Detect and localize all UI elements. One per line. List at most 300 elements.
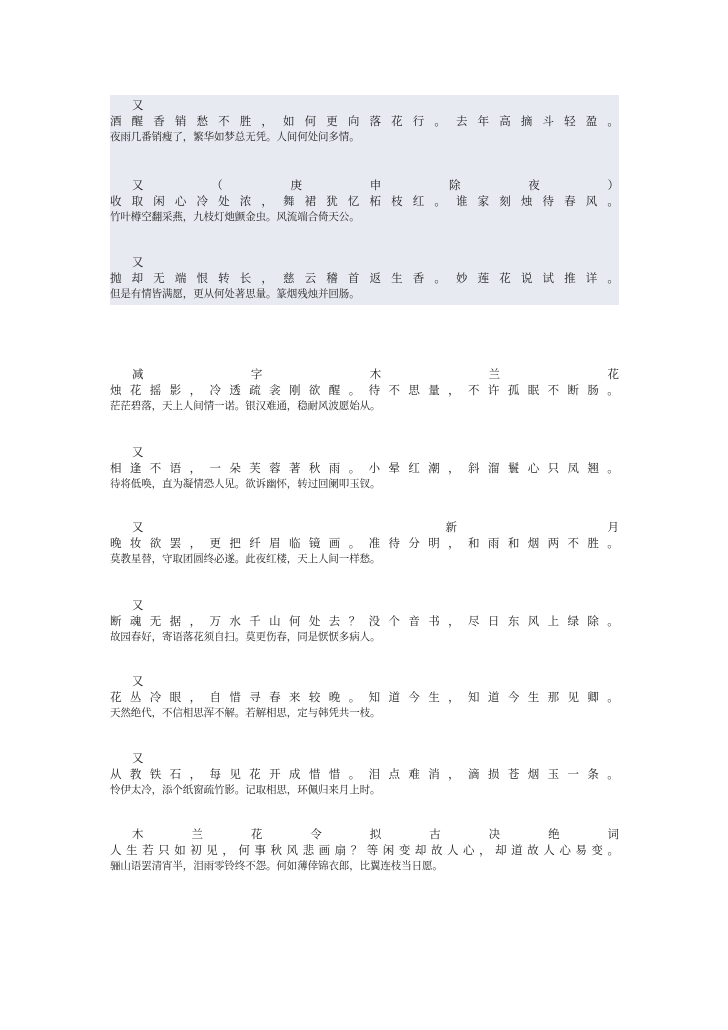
poem-line-spaced <box>110 382 619 398</box>
glyph: 晕 <box>388 461 400 475</box>
glyph: 无 <box>149 614 162 628</box>
poem-title <box>110 597 619 613</box>
poem-line-spaced <box>110 113 619 129</box>
glyph: 更 <box>209 536 221 550</box>
glyph: 何 <box>238 843 250 857</box>
glyph: 道 <box>388 690 400 704</box>
glyph: 翘 <box>587 461 599 475</box>
glyph: 肠 <box>587 383 599 397</box>
glyph: 花 <box>249 767 261 781</box>
glyph: 山 <box>269 614 281 628</box>
glyph: 莲 <box>477 271 490 285</box>
glyph: 事 <box>254 843 266 857</box>
glyph: 变 <box>591 843 603 857</box>
glyph: 去 <box>456 114 468 128</box>
glyph: 不 <box>218 114 230 128</box>
glyph: 只 <box>547 461 560 475</box>
poem-block <box>110 519 619 567</box>
poem-line: 但是有情皆满愿，更从何处著思量。篆烟残烛并回肠。 <box>110 288 360 300</box>
glyph: 古 <box>429 827 441 841</box>
glyph: 道 <box>487 690 500 704</box>
poem-line-spaced <box>110 689 619 705</box>
glyph: 却 <box>495 843 507 857</box>
glyph: 欲 <box>308 383 321 397</box>
glyph: 人 <box>446 843 459 857</box>
glyph: 花 <box>499 271 511 285</box>
glyph: 谁 <box>456 194 468 208</box>
glyph: 枝 <box>391 194 403 208</box>
title-char: 又 <box>132 255 144 269</box>
glyph: 眉 <box>269 536 281 550</box>
glyph: 尽 <box>468 614 480 628</box>
poem-title <box>110 673 619 689</box>
glyph: 鬟 <box>507 461 520 475</box>
glyph: 欲 <box>149 536 162 550</box>
glyph: 慈 <box>283 271 295 285</box>
glyph: 盈 <box>585 114 598 128</box>
glyph: 待 <box>542 194 554 208</box>
glyph: 书 <box>428 614 440 628</box>
glyph: 妙 <box>456 271 468 285</box>
poem-title <box>110 444 619 460</box>
poem-line: 竹叶樽空翻采燕，九枝灯灺颤金虫。风流端合倚天公。 <box>110 211 360 223</box>
glyph: 。 <box>607 194 619 208</box>
glyph: 。 <box>607 271 619 285</box>
glyph: 疏 <box>249 383 261 397</box>
poem-title <box>110 97 619 113</box>
glyph: 花 <box>250 827 263 841</box>
glyph: 石 <box>169 767 182 781</box>
glyph: 去 <box>328 614 341 628</box>
glyph: 把 <box>229 536 241 550</box>
glyph: 行 <box>412 114 425 128</box>
poem-line-spaced <box>110 535 619 551</box>
glyph: 处 <box>218 194 230 208</box>
glyph: 据 <box>169 614 182 628</box>
glyph: 申 <box>369 178 382 192</box>
glyph: 断 <box>110 614 122 628</box>
poem-title <box>110 826 619 842</box>
glyph: 思 <box>408 383 420 397</box>
poem-block <box>110 826 619 874</box>
glyph: 悲 <box>302 843 315 857</box>
glyph: 初 <box>190 843 202 857</box>
glyph: 不 <box>567 536 579 550</box>
glyph: 一 <box>567 767 579 781</box>
glyph: 词 <box>607 827 619 841</box>
glyph: ， <box>189 614 202 628</box>
poem-line-spaced <box>110 193 619 209</box>
glyph: 不 <box>547 383 560 397</box>
glyph: 风 <box>286 843 299 857</box>
glyph: 苍 <box>507 767 520 781</box>
glyph: 斗 <box>542 114 554 128</box>
glyph: 决 <box>488 827 501 841</box>
poem-block <box>110 444 619 492</box>
glyph: ， <box>448 767 460 781</box>
glyph: 心 <box>559 843 571 857</box>
glyph: 首 <box>347 271 360 285</box>
glyph: 消 <box>428 767 440 781</box>
glyph: 许 <box>487 383 500 397</box>
poem-line: 茫茫碧落，天上人间情一诺。银汉难通，稳耐风波愿始从。 <box>110 400 381 412</box>
glyph: 眠 <box>527 383 540 397</box>
glyph: 。 <box>348 383 361 397</box>
glyph: 春 <box>564 194 576 208</box>
poem-line: 待将低唤，直为凝情恐人见。欲诉幽怀，转过回阑叩玉钗。 <box>110 478 381 490</box>
glyph: ， <box>448 614 460 628</box>
glyph: 生 <box>428 690 440 704</box>
glyph: 闲 <box>382 843 395 857</box>
glyph: 准 <box>368 536 381 550</box>
glyph: 愁 <box>196 114 208 128</box>
glyph: 取 <box>131 194 144 208</box>
glyph: ， <box>189 536 202 550</box>
glyph: 开 <box>269 767 281 781</box>
glyph: 铁 <box>149 767 162 781</box>
glyph: 收 <box>110 194 122 208</box>
glyph: 生 <box>527 690 540 704</box>
glyph: 朵 <box>229 461 241 475</box>
glyph: 上 <box>547 614 560 628</box>
glyph: 。 <box>607 843 619 857</box>
glyph: 如 <box>174 843 186 857</box>
glyph: 临 <box>289 536 301 550</box>
glyph: 水 <box>229 614 241 628</box>
glyph: 烟 <box>527 767 540 781</box>
glyph: 点 <box>388 767 400 781</box>
glyph: 说 <box>520 271 533 285</box>
glyph: 红 <box>408 461 420 475</box>
glyph: 逢 <box>129 461 142 475</box>
glyph: 著 <box>289 461 301 475</box>
glyph: 不 <box>388 383 400 397</box>
glyph: 烟 <box>527 536 540 550</box>
glyph: 销 <box>174 114 187 128</box>
glyph: 冷 <box>149 690 162 704</box>
title-char: 又 <box>132 674 144 688</box>
poem-line-spaced <box>110 270 619 286</box>
glyph: 。 <box>348 690 361 704</box>
poem-title <box>110 750 619 766</box>
glyph: 端 <box>174 271 187 285</box>
glyph: 滴 <box>468 767 480 781</box>
glyph: 晚 <box>328 690 341 704</box>
glyph: 长 <box>239 271 252 285</box>
glyph: 镜 <box>308 536 321 550</box>
poem-line: 莫教星替，守取团圆终必遂。此夜红楼，天上人间一样愁。 <box>110 553 381 565</box>
glyph: 柘 <box>369 194 381 208</box>
glyph: 惜 <box>328 767 341 781</box>
glyph: 除 <box>587 614 599 628</box>
glyph: 花 <box>607 367 619 381</box>
glyph: 除 <box>449 178 461 192</box>
glyph: 家 <box>477 194 490 208</box>
glyph: 凤 <box>567 461 579 475</box>
glyph: 心 <box>527 461 540 475</box>
glyph: 恨 <box>196 271 208 285</box>
glyph: 兰 <box>191 827 203 841</box>
glyph: 变 <box>398 843 411 857</box>
glyph: 花 <box>129 383 142 397</box>
poem-line-spaced <box>110 613 619 629</box>
glyph: 转 <box>218 271 230 285</box>
glyph: 胜 <box>587 536 599 550</box>
glyph: 向 <box>347 114 360 128</box>
glyph: 千 <box>249 614 261 628</box>
glyph: 生 <box>126 843 138 857</box>
glyph: 却 <box>414 843 427 857</box>
glyph: ， <box>261 194 273 208</box>
glyph: 纤 <box>249 536 261 550</box>
poem-block <box>110 673 619 721</box>
glyph: 摇 <box>149 383 162 397</box>
glyph: 画 <box>318 843 331 857</box>
glyph: 又 <box>132 178 144 192</box>
glyph: 惜 <box>229 690 241 704</box>
glyph: 罢 <box>169 536 182 550</box>
glyph: 心 <box>174 194 187 208</box>
glyph: 画 <box>328 536 341 550</box>
glyph: 舞 <box>283 194 295 208</box>
glyph: 芙 <box>249 461 261 475</box>
title-char: 新 <box>445 520 457 534</box>
glyph: 。 <box>434 194 446 208</box>
glyph: 两 <box>547 536 560 550</box>
glyph: ） <box>607 178 619 192</box>
poem-title <box>110 519 619 535</box>
glyph: 无 <box>153 271 165 285</box>
title-char: 又 <box>132 751 144 765</box>
glyph: 易 <box>575 843 587 857</box>
glyph: 。 <box>607 114 619 128</box>
glyph: 心 <box>463 843 475 857</box>
glyph: ， <box>189 690 202 704</box>
glyph: ， <box>189 383 202 397</box>
glyph: 。 <box>607 536 619 550</box>
glyph: 雨 <box>328 461 341 475</box>
glyph: 烛 <box>520 194 533 208</box>
glyph: 魂 <box>129 614 142 628</box>
glyph: 见 <box>229 767 241 781</box>
glyph: 今 <box>408 690 420 704</box>
glyph: 卿 <box>587 690 599 704</box>
title-char: 又 <box>132 598 144 612</box>
glyph: 摘 <box>520 114 533 128</box>
glyph: 衾 <box>269 383 281 397</box>
glyph: ， <box>448 461 460 475</box>
glyph: 玉 <box>547 767 560 781</box>
glyph: 冷 <box>196 194 208 208</box>
glyph: 斜 <box>468 461 480 475</box>
glyph: 夜 <box>528 178 540 192</box>
glyph: 教 <box>129 767 142 781</box>
glyph: 抛 <box>110 271 122 285</box>
glyph: 较 <box>308 690 321 704</box>
glyph: 何 <box>304 114 317 128</box>
glyph: 高 <box>499 114 511 128</box>
glyph: 和 <box>468 536 480 550</box>
glyph: 刚 <box>289 383 301 397</box>
poem-title <box>110 254 619 270</box>
glyph: 木 <box>132 827 144 841</box>
glyph: 减 <box>132 367 144 381</box>
glyph: 和 <box>507 536 520 550</box>
poem-title <box>110 177 619 193</box>
glyph: 更 <box>326 114 338 128</box>
poem-block <box>110 97 619 145</box>
glyph: 明 <box>428 536 440 550</box>
poem-line: 骊山语罢清宵半，泪雨零铃终不怨。何如薄倖锦衣郎，比翼连枝当日愿。 <box>110 860 443 872</box>
glyph: 等 <box>366 843 379 857</box>
glyph: 香 <box>412 271 425 285</box>
title-char: 月 <box>607 520 619 534</box>
glyph: 何 <box>289 614 301 628</box>
glyph: 透 <box>229 383 241 397</box>
glyph: 晚 <box>110 536 122 550</box>
poem-line: 天然绝代，不信相思浑不解。若解相思，定与韩凭共一枝。 <box>110 707 381 719</box>
title-char: 又 <box>132 445 144 459</box>
title-char: 又 <box>132 520 144 534</box>
glyph: 。 <box>607 614 619 628</box>
glyph: 人 <box>110 843 122 857</box>
glyph: 万 <box>209 614 221 628</box>
glyph: 东 <box>507 614 520 628</box>
glyph: ？ <box>348 614 361 628</box>
glyph: 来 <box>289 690 301 704</box>
poem-line: 故园春好，寄语落花须自扫。莫更伤春，同是恹恹多病人。 <box>110 631 381 643</box>
glyph: 妆 <box>129 536 142 550</box>
glyph: 秋 <box>308 461 321 475</box>
glyph: 见 <box>567 690 579 704</box>
poem-line-spaced <box>110 842 619 858</box>
glyph: 醒 <box>328 383 341 397</box>
glyph: 。 <box>348 767 361 781</box>
glyph: 故 <box>430 843 443 857</box>
glyph: 字 <box>250 367 263 381</box>
glyph: 溜 <box>487 461 500 475</box>
glyph: ， <box>189 767 202 781</box>
glyph: 秋 <box>270 843 282 857</box>
glyph: 。 <box>607 767 619 781</box>
glyph: 试 <box>542 271 554 285</box>
glyph: 小 <box>368 461 381 475</box>
glyph: 难 <box>408 767 420 781</box>
glyph: 不 <box>468 383 480 397</box>
glyph: 风 <box>585 194 598 208</box>
glyph: 庚 <box>290 178 302 192</box>
glyph: 返 <box>369 271 381 285</box>
glyph: 一 <box>209 461 221 475</box>
glyph: 。 <box>434 271 446 285</box>
glyph: 浓 <box>239 194 252 208</box>
glyph: 若 <box>142 843 154 857</box>
glyph: 泪 <box>368 767 381 781</box>
poem-block <box>110 177 619 225</box>
glyph: 语 <box>169 461 182 475</box>
glyph: 人 <box>543 843 555 857</box>
glyph: 寻 <box>249 690 261 704</box>
glyph: 。 <box>607 461 619 475</box>
glyph: 详 <box>585 271 598 285</box>
glyph: 木 <box>369 367 382 381</box>
glyph: 孤 <box>507 383 520 397</box>
poem-block <box>110 366 619 414</box>
glyph: 丛 <box>129 690 142 704</box>
glyph: 音 <box>408 614 420 628</box>
glyph: ， <box>448 690 460 704</box>
poem-block <box>110 597 619 645</box>
glyph: ， <box>448 536 460 550</box>
glyph: 损 <box>487 767 500 781</box>
glyph: 冷 <box>209 383 221 397</box>
glyph: 红 <box>412 194 425 208</box>
glyph: 香 <box>153 114 165 128</box>
glyph: 知 <box>468 690 480 704</box>
poem-block <box>110 254 619 302</box>
glyph: 不 <box>149 461 162 475</box>
glyph: 风 <box>527 614 540 628</box>
glyph: 云 <box>304 271 317 285</box>
glyph: 落 <box>369 114 381 128</box>
glyph: 令 <box>310 827 322 841</box>
glyph: 潮 <box>428 461 440 475</box>
glyph: 。 <box>348 461 361 475</box>
glyph: ， <box>261 114 273 128</box>
glyph: 从 <box>110 767 122 781</box>
glyph: 花 <box>391 114 403 128</box>
glyph: 故 <box>527 843 539 857</box>
glyph: 雨 <box>487 536 500 550</box>
glyph: 相 <box>110 461 122 475</box>
glyph: 扇 <box>334 843 347 857</box>
glyph: ， <box>479 843 491 857</box>
poem-title <box>110 366 619 382</box>
glyph: 却 <box>131 271 144 285</box>
glyph: 醒 <box>131 114 144 128</box>
glyph: 绝 <box>548 827 560 841</box>
glyph: 如 <box>283 114 295 128</box>
glyph: 每 <box>209 767 221 781</box>
glyph: 推 <box>564 271 576 285</box>
glyph: 犹 <box>326 194 338 208</box>
poem-line: 夜雨几番销瘦了，繁华如梦总无凭。人间何处问多情。 <box>110 131 360 143</box>
glyph: 蓉 <box>269 461 281 475</box>
glyph: 酒 <box>110 114 122 128</box>
glyph: 绿 <box>567 614 579 628</box>
glyph: 眼 <box>169 690 182 704</box>
glyph: 日 <box>487 614 500 628</box>
glyph: 量 <box>428 383 440 397</box>
glyph: 刻 <box>499 194 511 208</box>
glyph: 条 <box>587 767 599 781</box>
glyph: 成 <box>289 767 301 781</box>
glyph: ， <box>189 461 202 475</box>
glyph: 兰 <box>488 367 501 381</box>
poem-line: 怜伊太冷，添个纸窗疏竹影。记取相思，环佩归来月上时。 <box>110 784 381 796</box>
glyph: 今 <box>507 690 520 704</box>
glyph: ？ <box>350 843 363 857</box>
glyph: 花 <box>110 690 122 704</box>
glyph: （ <box>211 178 223 192</box>
glyph: 只 <box>158 843 170 857</box>
poem-line-spaced <box>110 766 619 782</box>
glyph: 闲 <box>153 194 165 208</box>
glyph: 稽 <box>326 271 338 285</box>
glyph: 。 <box>607 690 619 704</box>
glyph: 那 <box>547 690 560 704</box>
glyph: 裙 <box>304 194 317 208</box>
